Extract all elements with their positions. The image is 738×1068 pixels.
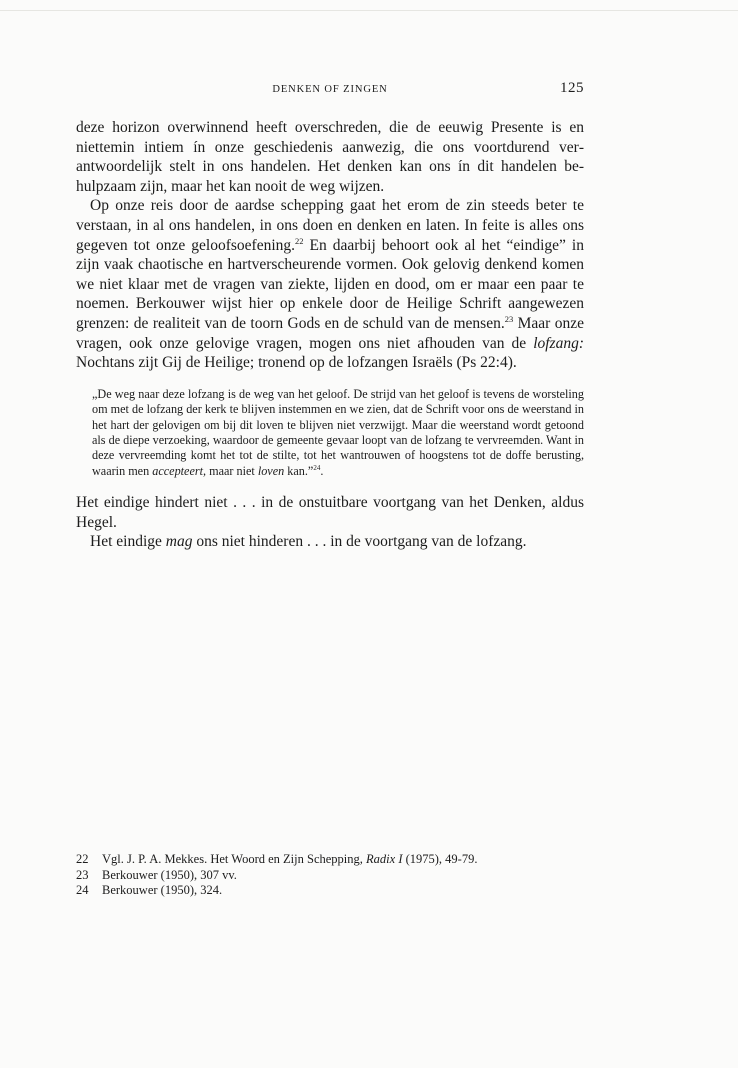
text-run: . xyxy=(320,463,324,478)
emphasis-accepteert: accepteert, xyxy=(152,463,207,478)
footnote-number: 24 xyxy=(76,883,89,897)
emphasis-loven: loven xyxy=(257,463,285,478)
emphasis-radix: Radix I xyxy=(366,852,403,866)
footnotes xyxy=(76,852,584,899)
footnote xyxy=(76,868,584,884)
footnote-text: Berkouwer (1950), 307 vv. xyxy=(102,867,237,882)
footnote-ref-22: 22 xyxy=(295,235,304,246)
footnote-number: 23 xyxy=(76,867,89,882)
text-run: Maar onze vragen, ook onze gelovige vragen, mogen ons niet afhouden van de xyxy=(76,314,584,352)
footnote xyxy=(76,852,584,868)
page-number: 125 xyxy=(560,80,584,96)
text-run: (1975), 49-79. xyxy=(402,852,478,866)
text-run: En daarbij behoort ook al het “eindige” in zijn vaak chaotische en hartverscheurende vormen. Ook gelovig denkend komen we niet klaar met de vragen van ziekte, lijden en dood, om er maar een paar te noemen. Berkouwer wijst hier op enkele door de Heilige Schrift aangewezen grenzen: de realiteit van de toorn Gods en de schuld van de mensen. xyxy=(76,236,584,332)
footnote xyxy=(76,883,584,899)
text-run: Nochtans zijt Gij de Heilige; tronend op de lofzangen Israëls (Ps 22:4). xyxy=(76,354,517,372)
text-run: Vgl. J. P. A. Mekkes. Het Woord en Zijn Schepping, xyxy=(102,852,367,866)
paragraph-3: Het eindige hindert niet . . . in de onstuitbare voortgang van het Denken, aldus Hegel. xyxy=(76,494,584,531)
paragraph-1: deze horizon overwinnend heeft overschreden, die de eeuwig Presente is en niettemin intiem ín onze geschiedenis aanwezig, die ons voortdurend verantwoordelijk stelt in ons handelen. Het denken kan ons ín dit handelen behulpzaam zijn, maar het kan nooit de weg wijzen. xyxy=(76,119,584,195)
footnote-number: 22 xyxy=(76,852,89,866)
page-top-edge xyxy=(0,10,738,11)
footnote-ref-24: 24 xyxy=(313,463,321,472)
block-quote xyxy=(92,387,584,479)
text-run: Op onze reis door de aardse schepping gaat het erom de zin steeds beter te verstaan, in al ons handelen, in ons doen en denken en laten. In feite is alles ons gegeven tot onze geloofsoefening. xyxy=(76,197,584,254)
text-run: ons niet hinderen . . . in de voortgang van de lofzang. xyxy=(192,533,527,551)
emphasis-lofzang: lofzang: xyxy=(533,334,584,352)
text-run: „De weg naar deze lofzang is de weg van het geloof. De strijd van het geloof is tevens de worsteling om met de lofzang der kerk te blijven instemmen en we zien, dat de Schrift voor ons de weerstand in het hart der gelovigen om bij dit loven te blijven niet verzwijgt. Maar die weerstand wordt getoond als de diepe verzoeking, waardoor de gemeente gevaar loopt van de lofzang te vervreemden. Want in deze vervreemding komt het tot de stilte, tot het wantrouwen of hoogstens tot de doffe berusting, waarin men xyxy=(92,386,584,478)
chapter-title: DENKEN OF ZINGEN xyxy=(272,84,388,95)
paragraph-4 xyxy=(76,532,584,552)
text-run: Het eindige xyxy=(90,533,166,551)
footnote-text xyxy=(102,852,477,868)
running-head xyxy=(76,80,584,100)
main-text xyxy=(76,118,584,552)
footnote-text: Berkouwer (1950), 324. xyxy=(102,883,223,897)
paragraph-2 xyxy=(76,196,584,372)
text-run: maar niet xyxy=(206,463,258,478)
text-run: kan.” xyxy=(284,463,314,478)
emphasis-mag: mag xyxy=(165,533,193,551)
footnote-ref-23: 23 xyxy=(504,313,514,324)
